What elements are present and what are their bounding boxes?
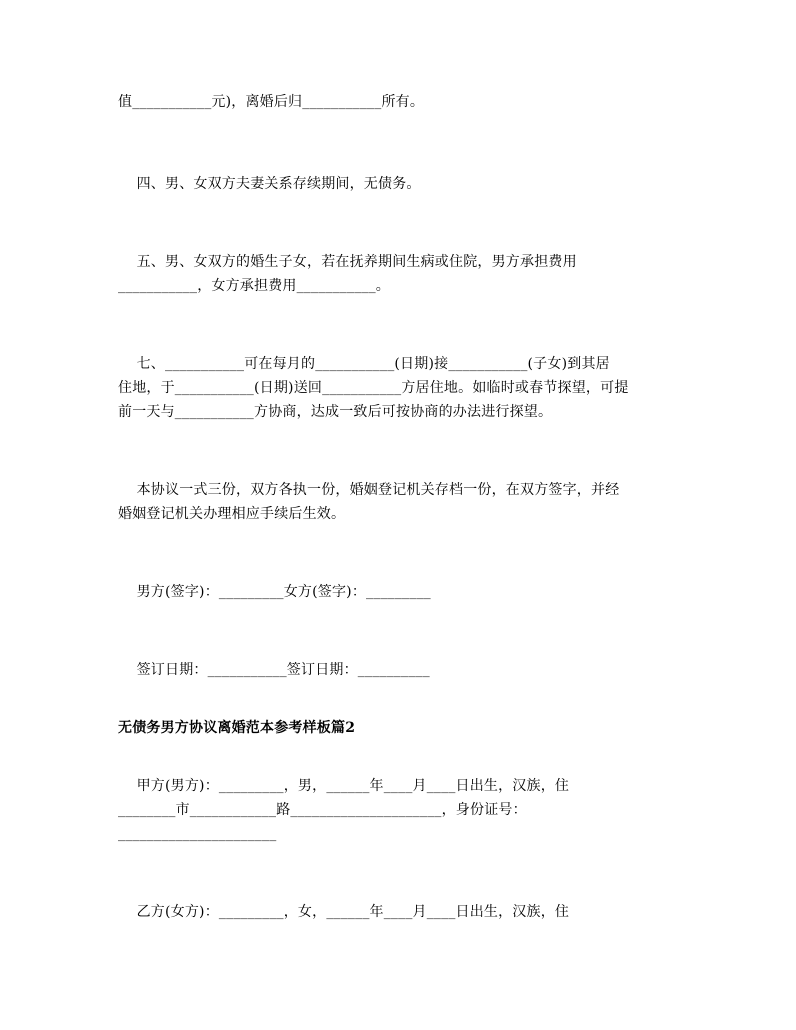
party-a-line-3: ______________________ (118, 826, 277, 842)
clause-5-line-1: 五、男、女双方的婚生子女，若在抚养期间生病或住院，男方承担费用 (118, 254, 577, 270)
party-a-line-1: 甲方(男方)：_________，男，______年____月____日出生，汉族，住 (118, 778, 570, 794)
sign-date-line: 签订日期：___________签订日期：__________ (118, 662, 430, 678)
copies-clause-line-1: 本协议一式三份，双方各执一份，婚姻登记机关存档一份，在双方签字，并经 (118, 482, 620, 498)
property-clause-line: 值___________元)，离婚后归___________所有。 (118, 94, 425, 110)
signature-line: 男方(签字)：_________女方(签字)：_________ (118, 584, 431, 600)
party-a-line-2: ________市____________路_____________________，身份证号： (118, 802, 527, 818)
clause-5-line-2: ___________，女方承担费用___________。 (118, 278, 390, 294)
clause-4-no-debt: 四、男、女双方夫妻关系存续期间，无债务。 (118, 176, 421, 192)
clause-7-line-1: 七、___________可在每月的___________(日期)接___________(子女)到其居 (118, 356, 610, 372)
clause-7-line-2: 住地，于___________(日期)送回___________方居住地。如临时或春节探望，可提 (118, 380, 629, 396)
clause-7-line-3: 前一天与___________方协商，达成一致后可按协商的办法进行探望。 (118, 404, 553, 420)
party-b-line-1: 乙方(女方)：_________，女，______年____月____日出生，汉族，住 (118, 904, 570, 920)
section-heading: 无债务男方协议离婚范本参考样板篇2 (118, 720, 356, 736)
copies-clause-line-2: 婚姻登记机关办理相应手续后生效。 (118, 506, 346, 522)
